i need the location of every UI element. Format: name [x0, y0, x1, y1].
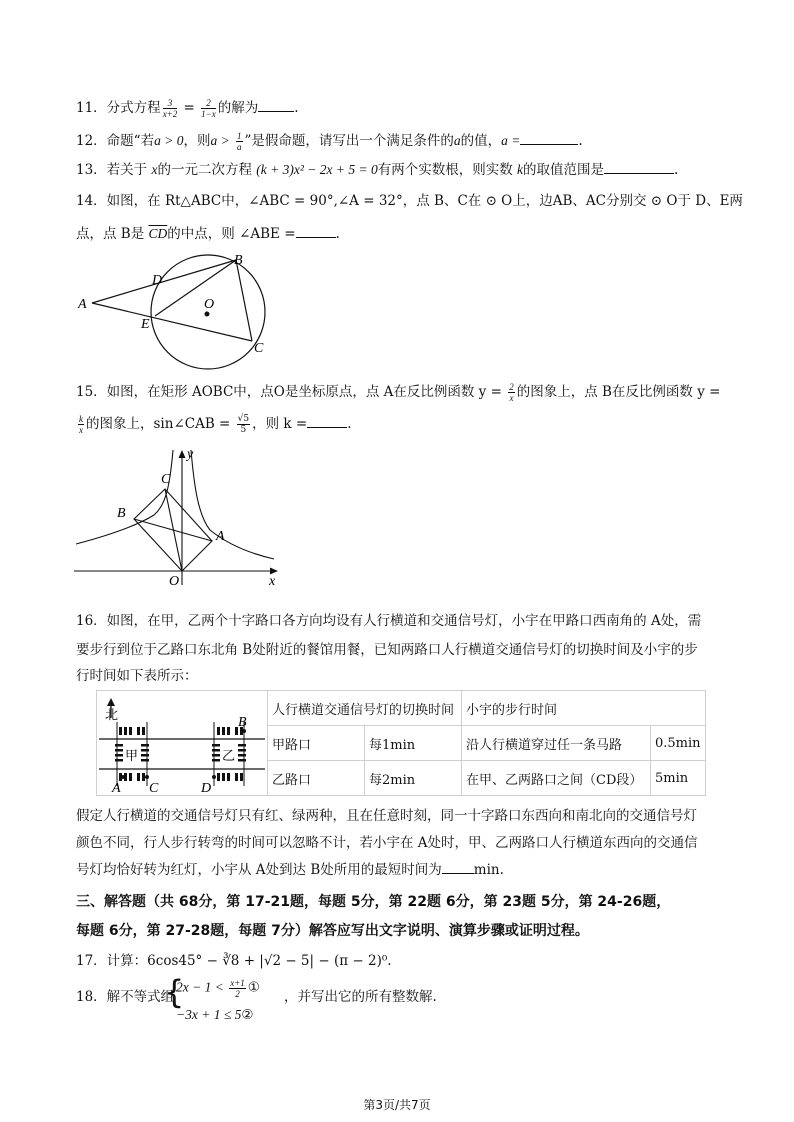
- label-c: C: [149, 781, 159, 794]
- question-16-after3: 号灯均恰好转为红灯，小宇从 A处到达 B处所用的最短时间为 min.: [76, 862, 504, 878]
- label-o: O: [204, 297, 215, 312]
- answer-blank: [520, 132, 578, 145]
- label-north: 北: [105, 707, 119, 722]
- answer-blank: [442, 861, 474, 874]
- question-16-line1: 16．如图，在甲，乙两个十字路口各方向均设有人行横道和交通信号灯，小宇在甲路口西南角的 A处，需: [76, 613, 702, 629]
- fraction: $\frac{2}{1-x}$: [201, 98, 216, 119]
- label-yi: 乙: [222, 748, 236, 763]
- center-dot: [205, 312, 210, 317]
- cell: 5min: [651, 761, 706, 796]
- road-figure-cell: [97, 691, 268, 796]
- label-a: A: [78, 297, 87, 312]
- question-12: 12．命题“若a > 0，则a > $\frac{1}{a}$ ”是假命题，请写出一个满足条件的a的值，a = .: [76, 131, 583, 152]
- label-c: C: [161, 472, 171, 487]
- fraction: $\frac{k}{x}$: [79, 414, 83, 435]
- curve-2-over-x: [191, 450, 274, 559]
- label-b: B: [238, 715, 247, 730]
- label-a: A: [112, 781, 121, 794]
- label-b: B: [234, 253, 243, 268]
- label-d: D: [201, 781, 212, 794]
- answer-blank: [604, 161, 674, 174]
- cell: 甲路口: [268, 726, 365, 761]
- question-14-line1: 14．如图，在 Rt△ABC中，∠ABC = 90°,∠A = 32°，点 B、C在 ⊙ O上，边AB、AC分别交 ⊙ O于 D、E两: [76, 193, 743, 209]
- question-18-label: 18．解不等式组: [76, 989, 175, 1005]
- page-number: 第3页/共7页: [363, 1098, 431, 1112]
- question-18-tail: ，并写出它的所有整数解.: [284, 989, 437, 1005]
- answer-blank: [296, 225, 336, 238]
- label-b: B: [117, 506, 126, 521]
- label-c: C: [254, 341, 264, 356]
- header-walk-time: 小宇的步行时间: [462, 691, 706, 726]
- road-figure: [97, 692, 267, 794]
- question-16-after2: 颜色不同，行人步行转弯的时间可以忽略不计，若小宇在 A处时，甲、乙两路口人行横道东西向的交通信: [76, 835, 698, 851]
- question-16-line2: 要步行到位于乙路口东北角 B处附近的餐馆用餐，已知两路口人行横道交通信号灯的切换时间及小宇的步: [76, 642, 698, 658]
- question-15-line1: 15．如图，在矩形 AOBC中，点O是坐标原点，点 A在反比例函数 y = $\frac{2}{x}$ 的图象上，点 B在反比例函数 y =: [76, 382, 721, 403]
- fraction: $\frac{3}{x+2}$: [162, 98, 178, 119]
- fraction: $\frac{2}{x}$: [509, 382, 514, 403]
- section-3-heading-line1: 三、解答题（共 68分，第 17-21题，每题 5分，第 22题 6分，第 23题 5分，第 24-26题，: [76, 894, 671, 910]
- header-signal-time: 人行横道交通信号灯的切换时间: [268, 691, 462, 726]
- inequality-1: 2x − 1 < $\frac{x+1}{2}$ ①: [176, 978, 260, 999]
- fraction: $\frac{x+1}{2}$: [230, 978, 245, 999]
- arc-cd: $\overline{CD}$: [148, 226, 168, 241]
- fraction: $\frac{1}{a}$: [237, 131, 242, 152]
- section-3-heading-line2: 每题 6分，第 27-28题，每题 7分）解答应写出文字说明、演算步骤或证明过程。: [76, 923, 589, 939]
- label-jia: 甲: [125, 748, 139, 763]
- cell: 每2min: [365, 761, 462, 796]
- answer-blank: [307, 415, 347, 428]
- figure-14: [70, 246, 290, 371]
- question-11: 11．分式方程 $\frac{3}{x+2}$ = $\frac{2}{1-x}$ 的解为 .: [76, 98, 299, 119]
- inequality-2: −3x + 1 ≤ 5②: [176, 1007, 254, 1022]
- signal-table: [96, 690, 706, 796]
- question-17: 17．计算：6cos45° − ∛8 + |√2 − 5| − (π − 2)⁰.: [76, 953, 392, 969]
- point-a: [121, 775, 125, 779]
- cell: 在甲、乙两路口之间（CD段）: [462, 761, 651, 796]
- segment-eb: [155, 260, 236, 316]
- label-o: O: [169, 574, 180, 589]
- cell: 乙路口: [268, 761, 365, 796]
- label-y: y: [187, 447, 194, 462]
- label-a: A: [216, 529, 225, 544]
- cell: 每1min: [365, 726, 462, 761]
- cell: 0.5min: [651, 726, 706, 761]
- north-arrow-head: [107, 698, 115, 706]
- figure-15: [70, 445, 285, 590]
- answer-blank: [258, 99, 294, 112]
- label-x: x: [269, 574, 276, 589]
- curve-k-over-x: [76, 450, 173, 544]
- segment-ab: [92, 260, 236, 303]
- question-14-line2: 点，点 B是 $\overline{CD}$的中点，则 ∠ABE = .: [76, 226, 340, 242]
- label-d: D: [152, 273, 163, 288]
- brace: {: [164, 973, 185, 1011]
- diagonal-oc: [165, 489, 182, 571]
- question-13: 13．若关于 x的一元二次方程 (k + 3)x² − 2x + 5 = 0有两个实数根，则实数 k的取值范围是 .: [76, 162, 679, 178]
- segment-bc: [236, 260, 252, 341]
- point-c: [145, 775, 149, 779]
- cell: 沿人行横道穿过任一条马路: [462, 726, 651, 761]
- segment-ac: [92, 303, 252, 341]
- fraction: $\frac{√5}{5}$: [237, 414, 250, 435]
- y-axis-arrow: [179, 450, 186, 458]
- point-d: [212, 775, 216, 779]
- question-15-line2: $\frac{k}{x}$ 的图象上，sin∠CAB = $\frac{√5}{5}$ ，则 k = .: [79, 414, 352, 435]
- label-e: E: [141, 317, 150, 332]
- question-16-line3: 行时间如下表所示：: [76, 668, 198, 684]
- question-16-after1: 假定人行横道的交通信号灯只有红、绿两种，且在任意时刻，同一十字路口东西向和南北向的交通信号灯: [76, 808, 697, 824]
